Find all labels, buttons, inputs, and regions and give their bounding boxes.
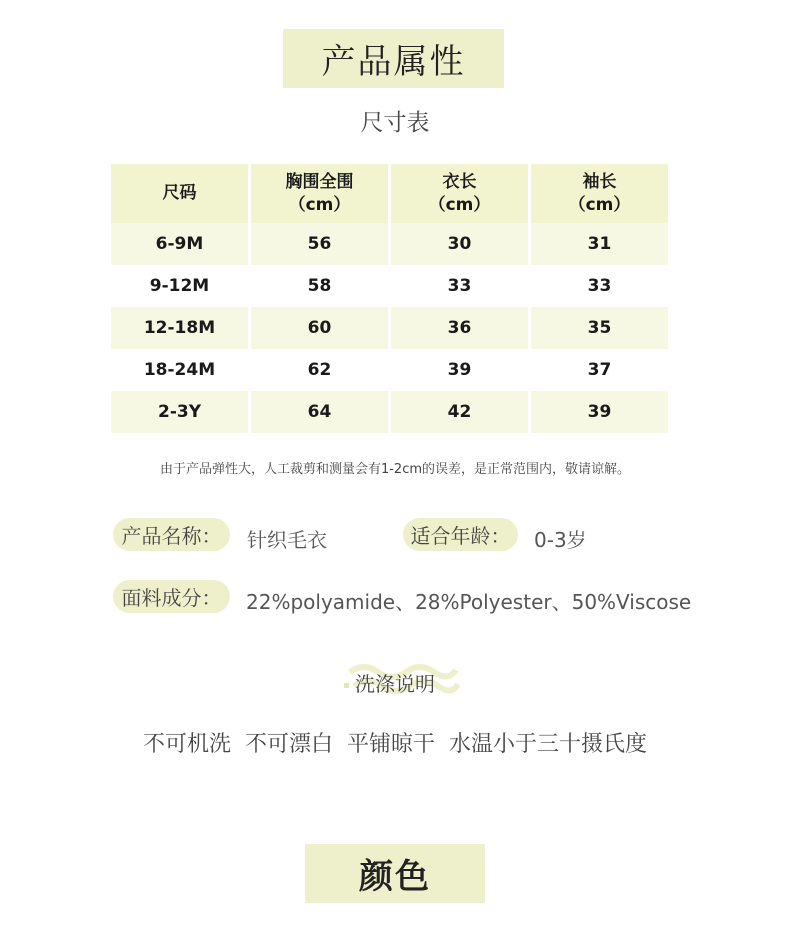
cell-size: 18-24M — [111, 349, 248, 391]
cell-sleeve: 31 — [531, 223, 668, 265]
cell-chest: 56 — [251, 223, 388, 265]
table-row — [111, 307, 668, 349]
size-chart-title: 尺寸表 — [360, 110, 430, 136]
cell-size: 6-9M — [111, 223, 248, 265]
cell-size: 12-18M — [111, 307, 248, 349]
cell-sleeve: 33 — [531, 265, 668, 307]
product-name-value: 针织毛衣 — [247, 528, 327, 552]
header-sleeve: 袖长 （cm） — [531, 164, 668, 223]
cell-length: 39 — [391, 349, 528, 391]
table-header-row — [111, 164, 668, 223]
size-table — [108, 164, 671, 433]
cell-size: 2-3Y — [111, 391, 248, 433]
fabric-label: 面料成分： — [113, 580, 230, 613]
cell-length: 36 — [391, 307, 528, 349]
cell-length: 33 — [391, 265, 528, 307]
section-title-color: 颜色 — [305, 844, 485, 903]
cell-chest: 60 — [251, 307, 388, 349]
header-size: 尺码 — [111, 164, 248, 223]
cell-length: 30 — [391, 223, 528, 265]
table-row — [111, 265, 668, 307]
cell-sleeve: 39 — [531, 391, 668, 433]
measurement-note: 由于产品弹性大，人工裁剪和测量会有1-2cm的误差，是正常范围内，敬请谅解。 — [159, 462, 631, 477]
cell-length: 42 — [391, 391, 528, 433]
cell-chest: 64 — [251, 391, 388, 433]
fabric-value: 22%polyamide、28%Polyester、50%Viscose — [246, 590, 692, 614]
wash-instructions-title: 洗涤说明 — [355, 672, 435, 696]
cell-chest: 62 — [251, 349, 388, 391]
header-chest: 胸围全围 （cm） — [251, 164, 388, 223]
cell-sleeve: 35 — [531, 307, 668, 349]
table-row — [111, 223, 668, 265]
suitable-age-label: 适合年龄： — [403, 518, 518, 551]
wash-instructions-text: 不可机洗 不可漂白 平铺晾干 水温小于三十摄氏度 — [143, 732, 647, 757]
cell-sleeve: 37 — [531, 349, 668, 391]
table-row — [111, 391, 668, 433]
product-name-label: 产品名称： — [113, 518, 230, 551]
suitable-age-value: 0-3岁 — [534, 528, 587, 552]
section-title-product-attributes: 产品属性 — [283, 29, 504, 88]
header-length: 衣长 （cm） — [391, 164, 528, 223]
table-row — [111, 349, 668, 391]
cell-size: 9-12M — [111, 265, 248, 307]
cell-chest: 58 — [251, 265, 388, 307]
